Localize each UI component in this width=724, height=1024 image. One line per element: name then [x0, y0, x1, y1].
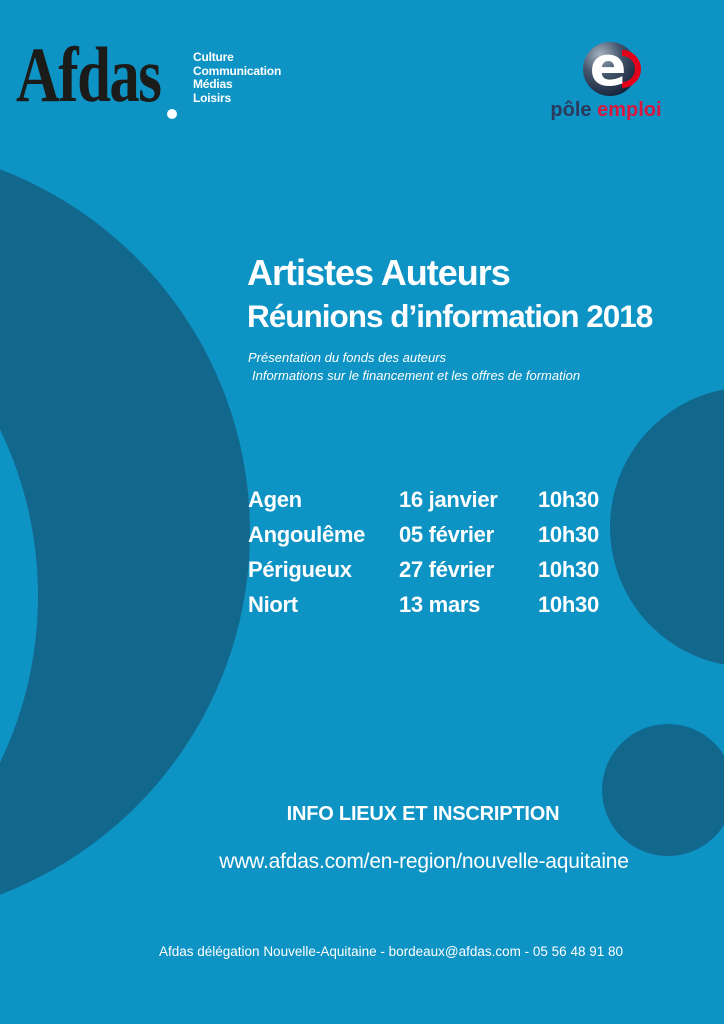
schedule-row	[248, 522, 608, 547]
schedule-time: 10h30	[538, 557, 599, 582]
schedule-time: 10h30	[538, 592, 599, 617]
tagline-line: Médias	[193, 77, 233, 92]
schedule-time: 10h30	[538, 487, 599, 512]
schedule-city: Agen	[248, 487, 302, 512]
schedule-date: 16 janvier	[399, 487, 498, 512]
afdas-tagline	[193, 51, 281, 106]
schedule-row	[248, 592, 608, 617]
pole-word: pôle	[550, 99, 592, 121]
schedule-date: 05 février	[399, 522, 494, 547]
right-middle-circle	[610, 387, 724, 667]
afdas-logo-dot	[167, 109, 177, 119]
schedule-city: Niort	[248, 592, 298, 617]
bottom-right-circle	[602, 724, 724, 856]
footer-contact-line: Afdas délégation Nouvelle-Aquitaine - bordeaux@afdas.com - 05 56 48 91 80	[158, 944, 623, 959]
schedule-table	[248, 487, 608, 617]
website-url[interactable]: www.afdas.com/en-region/nouvelle-aquitaine	[219, 850, 629, 873]
poster-description	[248, 349, 580, 384]
schedule-time: 10h30	[538, 522, 599, 547]
tagline-line: Communication	[193, 63, 282, 78]
schedule-row	[248, 557, 608, 582]
schedule-city: Angoulême	[248, 522, 366, 547]
info-heading: INFO LIEUX ET INSCRIPTION	[286, 803, 560, 825]
pole-emploi-sphere-icon	[578, 37, 642, 101]
schedule-row	[248, 487, 608, 512]
schedule-date: 27 février	[399, 557, 494, 582]
schedule-city: Périgueux	[248, 557, 352, 582]
sphere-e-glyph: e	[589, 37, 627, 98]
poster-title: Artistes Auteurs	[247, 252, 510, 293]
description-line: Présentation du fonds des auteurs	[248, 350, 447, 365]
tagline-line: Culture	[193, 50, 234, 64]
schedule-date: 13 mars	[399, 592, 481, 617]
emploi-word: emploi	[597, 99, 662, 121]
poster-subtitle: Réunions d’information 2018	[247, 298, 653, 334]
tagline-line: Loisirs	[193, 91, 231, 106]
pole-emploi-wordmark	[506, 99, 706, 122]
afdas-wordmark: Afdas	[16, 31, 161, 118]
description-line: Informations sur le financement et les offres de formation	[252, 367, 581, 383]
